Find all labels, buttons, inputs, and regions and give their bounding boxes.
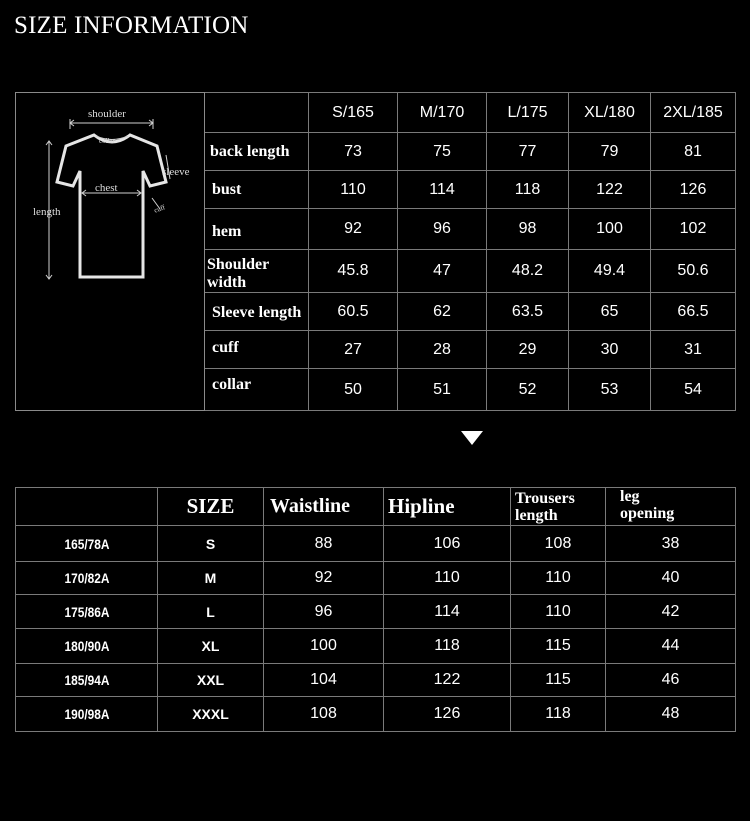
size-header-s: S/165 — [309, 93, 398, 133]
cell-value: 108 — [511, 526, 606, 562]
header-trousers-line2: length — [515, 507, 558, 524]
cell-value: 73 — [309, 133, 398, 171]
header-trousers-length — [511, 488, 606, 526]
cell-size: XXXL — [158, 697, 264, 732]
row-label-sleeve-length: Sleeve length — [205, 293, 309, 331]
cell-value: 75 — [398, 133, 487, 171]
cell-value: 48 — [606, 697, 736, 732]
cell-value: 40 — [606, 562, 736, 595]
cell-value: 79 — [569, 133, 651, 171]
diagram-label-length: length — [33, 206, 61, 218]
cell-value: 115 — [511, 629, 606, 664]
cell-value: 54 — [651, 369, 736, 411]
table-row — [16, 697, 736, 732]
cell-code: 170/82A — [26, 562, 147, 595]
cell-value: 66.5 — [651, 293, 736, 331]
cell-value: 92 — [309, 209, 398, 250]
tshirt-diagram-cell — [16, 93, 205, 411]
cell-value: 88 — [264, 526, 384, 562]
cell-value: 28 — [398, 331, 487, 369]
cell-value: 49.4 — [569, 250, 651, 293]
cell-value: 62 — [398, 293, 487, 331]
table-row — [16, 526, 736, 562]
header-leg-opening — [606, 488, 736, 526]
header-blank — [205, 93, 309, 133]
cell-code: 180/90A — [26, 629, 147, 664]
cell-value: 100 — [264, 629, 384, 664]
cell-value: 104 — [264, 664, 384, 697]
diagram-label-sleeve: sleeve — [162, 166, 190, 178]
page-title: SIZE INFORMATION — [14, 12, 249, 39]
cell-size: XL — [158, 629, 264, 664]
cell-size: M — [158, 562, 264, 595]
cell-value: 46 — [606, 664, 736, 697]
row-label-cuff: cuff — [205, 331, 309, 369]
cell-value: 30 — [569, 331, 651, 369]
cell-value: 60.5 — [309, 293, 398, 331]
cell-value: 47 — [398, 250, 487, 293]
cell-value: 110 — [511, 595, 606, 629]
header-leg-line1: leg — [620, 488, 640, 505]
cell-code: 165/78A — [26, 526, 147, 562]
cell-value: 126 — [384, 697, 511, 732]
cell-code: 175/86A — [26, 595, 147, 629]
cell-value: 48.2 — [487, 250, 569, 293]
cell-value: 50.6 — [651, 250, 736, 293]
header-blank — [16, 488, 158, 526]
cell-size: XXL — [158, 664, 264, 697]
cell-value: 114 — [398, 171, 487, 209]
cell-value: 51 — [398, 369, 487, 411]
diagram-label-cuff: cuff — [152, 203, 167, 215]
cell-value: 42 — [606, 595, 736, 629]
table-row — [16, 562, 736, 595]
cell-value: 108 — [264, 697, 384, 732]
cell-value: 115 — [511, 664, 606, 697]
cell-value: 106 — [384, 526, 511, 562]
header-hipline: Hipline — [384, 488, 511, 526]
diagram-label-shoulder: shoulder — [88, 108, 126, 120]
row-label-shoulder-width: Shoulder width — [205, 250, 309, 293]
cell-value: 63.5 — [487, 293, 569, 331]
header-trousers-line1: Trousers — [515, 490, 575, 507]
diagram-label-chest: chest — [95, 182, 118, 194]
size-header-m: M/170 — [398, 93, 487, 133]
table-header-row — [16, 488, 736, 526]
cell-value: 118 — [384, 629, 511, 664]
cell-value: 38 — [606, 526, 736, 562]
cell-value: 45.8 — [309, 250, 398, 293]
cell-value: 126 — [651, 171, 736, 209]
header-waistline: Waistline — [264, 488, 384, 526]
cell-value: 29 — [487, 331, 569, 369]
row-label-collar: collar — [205, 369, 309, 411]
cell-value: 122 — [569, 171, 651, 209]
table-row — [16, 664, 736, 697]
cell-value: 77 — [487, 133, 569, 171]
pants-size-table — [15, 487, 736, 732]
table-row — [16, 629, 736, 664]
cell-value: 96 — [264, 595, 384, 629]
cell-value: 81 — [651, 133, 736, 171]
row-label-bust: bust — [205, 171, 309, 209]
cell-value: 92 — [264, 562, 384, 595]
cell-value: 53 — [569, 369, 651, 411]
cell-size: L — [158, 595, 264, 629]
cell-value: 110 — [384, 562, 511, 595]
size-header-l: L/175 — [487, 93, 569, 133]
diagram-label-collar: collar — [99, 137, 115, 145]
cell-value: 118 — [487, 171, 569, 209]
arrow-down-icon — [461, 431, 483, 445]
size-header-xl: XL/180 — [569, 93, 651, 133]
cell-value: 50 — [309, 369, 398, 411]
cell-value: 96 — [398, 209, 487, 250]
size-header-2xl: 2XL/185 — [651, 93, 736, 133]
cell-value: 122 — [384, 664, 511, 697]
cell-value: 110 — [511, 562, 606, 595]
cell-value: 114 — [384, 595, 511, 629]
cell-code: 185/94A — [26, 664, 147, 697]
cell-value: 31 — [651, 331, 736, 369]
cell-value: 110 — [309, 171, 398, 209]
cell-value: 44 — [606, 629, 736, 664]
header-leg-line2: opening — [620, 505, 675, 522]
cell-value: 27 — [309, 331, 398, 369]
row-label-back-length: back length — [205, 133, 309, 171]
cell-value: 118 — [511, 697, 606, 732]
cell-size: S — [158, 526, 264, 562]
cell-code: 190/98A — [26, 697, 147, 732]
cell-value: 100 — [569, 209, 651, 250]
table-row — [16, 595, 736, 629]
cell-value: 52 — [487, 369, 569, 411]
header-size: SIZE — [158, 488, 264, 526]
cell-value: 98 — [487, 209, 569, 250]
cell-value: 102 — [651, 209, 736, 250]
row-label-hem: hem — [205, 209, 309, 250]
cell-value: 65 — [569, 293, 651, 331]
shirt-size-table — [15, 92, 736, 411]
